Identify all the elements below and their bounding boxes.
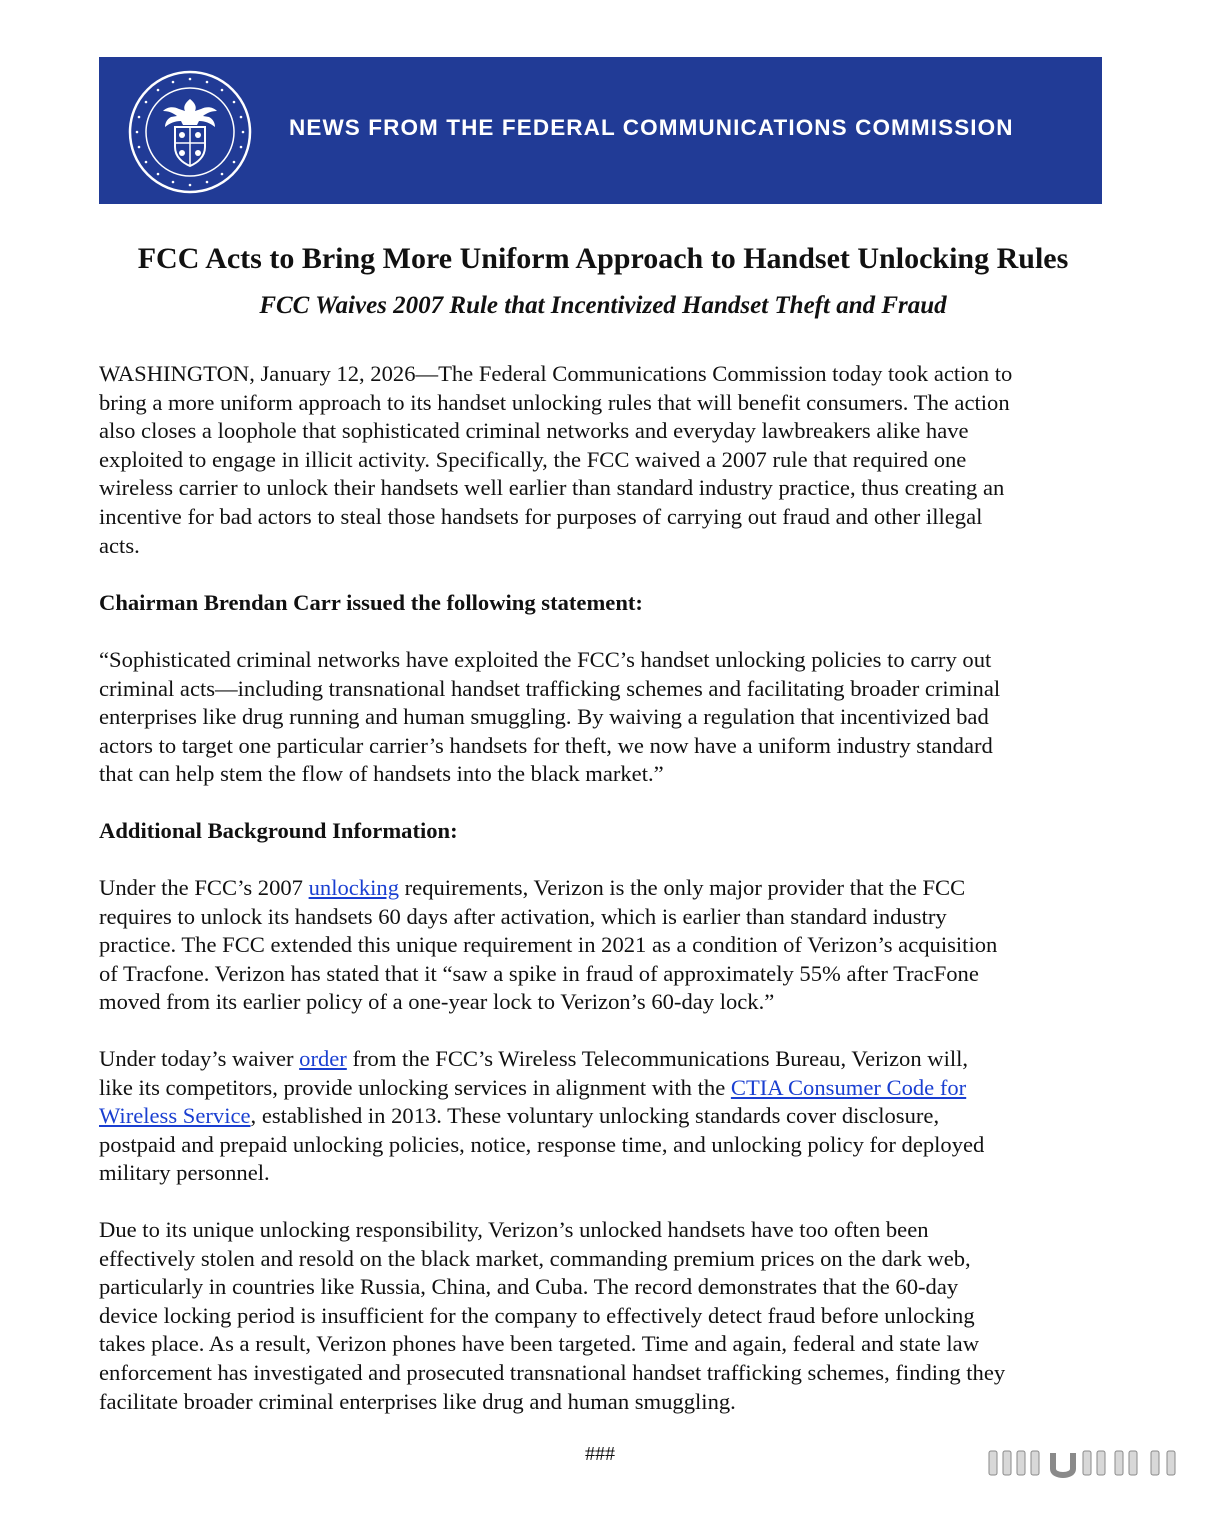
text-line: that can help stem the flow of handsets into the black market.” [99, 761, 664, 787]
text-line: effectively stolen and resold on the black market, commanding premium prices on the dark web, [99, 1245, 971, 1271]
text-line: exploited to engage in illicit activity. Specifically, the FCC waived a 2007 rule that required one [99, 446, 967, 472]
text-line: acts. [99, 532, 140, 558]
text-line: wireless carrier to unlock their handsets well earlier than standard industry practice, thus creating an [99, 475, 1005, 501]
ctia-code-link-continued[interactable]: Wireless Service [99, 1103, 251, 1129]
page-subtitle: FCC Waives 2007 Rule that Incentivized Handset Theft and Fraud [259, 292, 947, 319]
text-line: Under the FCC’s 2007 unlocking requirements, Verizon is the only major provider that the FCC [99, 875, 966, 900]
statement-heading: Chairman Brendan Carr issued the following statement: [99, 590, 643, 615]
text-line: military personnel. [99, 1160, 270, 1186]
text-line: “Sophisticated criminal networks have exploited the FCC’s handset unlocking policies to carry out [99, 647, 992, 672]
text-line: enforcement has investigated and prosecuted transnational handset trafficking schemes, finding they [99, 1359, 1006, 1385]
unlocking-link[interactable]: unlocking [308, 875, 399, 900]
watermark-icon [985, 1443, 1185, 1479]
text-line: WASHINGTON, January 12, 2026—The Federal Communications Commission today took action to [99, 361, 1013, 386]
banner-title: NEWS FROM THE FEDERAL COMMUNICATIONS COMMISSION [289, 115, 1014, 140]
page-title: FCC Acts to Bring More Uniform Approach to Handset Unlocking Rules [137, 242, 1069, 275]
text-line: postpaid and prepaid unlocking policies, notice, response time, and unlocking policy for deployed [99, 1131, 985, 1157]
text-line: like its competitors, provide unlocking services in alignment with the CTIA Consumer Code for [99, 1074, 967, 1100]
background-heading: Additional Background Information: [99, 818, 458, 843]
text-line: also closes a loophole that sophisticated criminal networks and everyday lawbreakers alike have [99, 418, 969, 444]
ctia-code-link[interactable]: CTIA Consumer Code for [730, 1074, 967, 1100]
text-line: criminal acts—including transnational handset trafficking schemes and facilitating broader criminal [99, 675, 1001, 701]
chairman-quote [99, 646, 1109, 789]
text-line: device locking period is insufficient for the company to effectively detect fraud before unlocking [99, 1302, 975, 1328]
text-line: facilitate broader criminal enterprises like drug and human smuggling. [99, 1388, 736, 1414]
background-paragraph-1 [99, 874, 1109, 1017]
text-line: moved from its earlier policy of a one-year lock to Verizon’s 60-day lock.” [99, 989, 775, 1015]
end-mark: ### [585, 1443, 615, 1465]
text-line: of Tracfone. Verizon has stated that it “saw a spike in fraud of approximately 55% after TracFone [99, 960, 979, 986]
text-line: practice. The FCC extended this unique requirement in 2021 as a condition of Verizon’s acquisition [99, 932, 998, 958]
fcc-news-banner [99, 57, 1102, 204]
text-line: bring a more uniform approach to its handset unlocking rules that will benefit consumers. The action [99, 389, 1010, 415]
order-link[interactable]: order [299, 1046, 347, 1071]
text-line: enterprises like drug running and human smuggling. By waiving a regulation that incentivized bad [99, 704, 989, 730]
text-line: Due to its unique unlocking responsibility, Verizon’s unlocked handsets have too often been [99, 1217, 929, 1242]
text-line: actors to target one particular carrier’s handsets for theft, we now have a uniform industry standard [99, 732, 993, 758]
text-line: incentive for bad actors to steal those handsets for purposes of carrying out fraud and other illegal [99, 503, 983, 529]
intro-paragraph [99, 360, 1109, 560]
background-paragraph-3 [99, 1216, 1109, 1416]
text-line: particularly in countries like Russia, China, and Cuba. The record demonstrates that the 60-day [99, 1274, 959, 1300]
background-paragraph-2 [99, 1045, 1109, 1188]
text-line: Under today’s waiver order from the FCC’s Wireless Telecommunications Bureau, Verizon will, [99, 1046, 969, 1071]
fcc-seal-icon [127, 69, 253, 195]
text-line: takes place. As a result, Verizon phones have been targeted. Time and again, federal and state law [99, 1331, 980, 1357]
text-line: Wireless Service, established in 2013. These voluntary unlocking standards cover disclosure, [99, 1103, 940, 1129]
text-line: requires to unlock its handsets 60 days after activation, which is earlier than standard industry [99, 903, 947, 929]
